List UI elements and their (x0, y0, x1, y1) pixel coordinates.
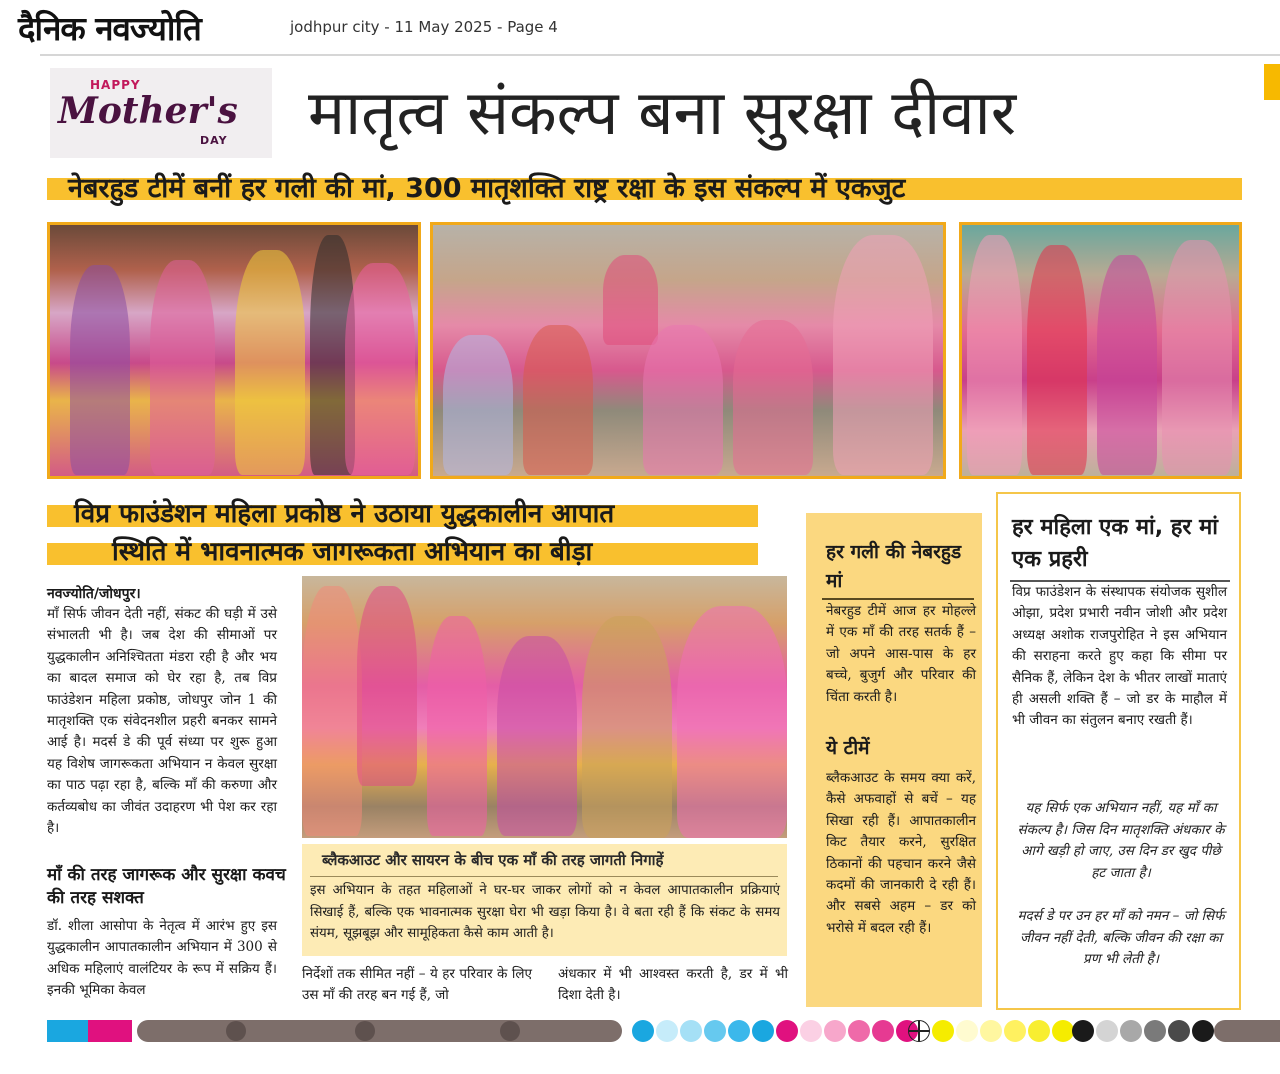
sidebar2-title: हर महिला एक मां, हर मां एक प्रहरी (1012, 515, 1218, 572)
subheadline: नेबरहुड टीमें बनीं हर गली की मां, 300 मातृशक्ति राष्ट्र रक्षा के इस संकल्प में एकजुट (68, 173, 906, 204)
photo-women-seated-group (430, 222, 946, 479)
sidebar1-title: हर गली की नेबरहुड मां (826, 541, 962, 592)
sidebar1-subheading: ये टीमें (826, 737, 870, 759)
sidebar2-body: विप्र फाउंडेशन के संस्थापक संयोजक सुशील ओझा, प्रदेश प्रभारी नवीन जोशी और प्रदेश अध्यक्ष अशोक राजपुरोहित ने इस अभियान की सराहना करते हुए कहा कि सीमा पर सैनिक हैं, लेकिन देश के भीतर लाखों माताएं ही असली शक्ति हैं – जो डर के माहौल में भी जीवन का संतुलन बनाए रखती हैं। (1012, 584, 1227, 729)
edition-info: jodhpur city - 11 May 2025 - Page 4 (290, 18, 558, 36)
photo-group-of-five-women (47, 222, 421, 479)
quote-paragraph-1: यह सिर्फ एक अभियान नहीं, यह माँ का संकल्प है। जिस दिन मातृशक्ति अंधकार के आगे खड़ी हो जाए, उस दिन डर खुद पीछे हट जाता है। (1017, 800, 1225, 881)
story-subheading: माँ की तरह जागरूक और सुरक्षा कवच की तरह सशक्त (47, 865, 286, 908)
sidebar1-body: नेबरहुड टीमें आज हर मोहल्ले में एक माँ की तरह सतर्क हैं – जो अपने आस-पास के हर बच्चे, बुजुर्ग और परिवार की चिंता करती है। (826, 603, 976, 705)
quote-paragraph-2: मदर्स डे पर उन हर माँ को नमन – जो सिर्फ जीवन नहीं देती, बल्कि जीवन की रक्षा का प्रण भी लेती है। (1017, 908, 1225, 967)
mothers-day-logo (50, 68, 272, 158)
story-continuation-1: निर्देशों तक सीमित नहीं – ये हर परिवार के लिए उस माँ की तरह बन गई हैं, जो (302, 966, 532, 1004)
newspaper-masthead: दैनिक नवज्योति (18, 9, 201, 48)
story-body-paragraph-2: डॉ. शीला आसोपा के नेतृत्व में आरंभ हुए इस युद्धकालीन आपातकालीन अभियान में 300 से अधिक महिलाएं वालंटियर के रूप में सक्रिय हैं। इनकी भूमिका केवल (47, 918, 277, 999)
logo-mothers-text: Mother's (58, 90, 238, 132)
sidebar1-divider (822, 598, 974, 600)
sidebar2-quote (1014, 798, 1228, 971)
sidebar1-body-2: ब्लैकआउट के समय क्या करें, कैसे अफवाहों से बचें – यह सिखा रही हैं। आपातकालीन किट तैयार करने, सुरक्षित ठिकानों की पहचान करने जैसे कदमों की जानकारी दे रही हैं। और सबसे अहम – डर को भरोसे में बदल रही हैं। (826, 770, 976, 936)
print-registration-bar (47, 1020, 1280, 1042)
headline: मातृत्व संकल्प बना सुरक्षा दीवार (308, 76, 1017, 149)
story-heading-line1: विप्र फाउंडेशन महिला प्रकोष्ठ ने उठाया युद्धकालीन आपात (74, 499, 615, 529)
story-continuation-2: अंधकार में भी आश्वस्त करती है, डर में भी दिशा देती है। (558, 966, 788, 1004)
story-body-paragraph: माँ सिर्फ जीवन देती नहीं, संकट की घड़ी में उसे संभालती भी है। जब देश की सीमाओं पर युद्धकालीन अनिश्चितता मंडरा रही है और भय का बादल समाज को घेर रहा है, तब विप्र फाउंडेशन महिला प्रकोष्ठ, जोधपुर जोन 1 की मातृशक्ति एक संवेदनशील प्रहरी बनकर सामने आई है। मदर्स डे की पूर्व संध्या पर शुरू हुआ यह विशेष जागरूकता अभियान न केवल सुरक्षा का पाठ पढ़ा रहा है, बल्कि माँ की करुणा और कर्तव्यबोध का जीवंत उदाहरण भी पेश कर रहा है। (47, 606, 277, 837)
logo-happy-text: HAPPY (90, 78, 141, 92)
caption-title: ब्लैकआउट और सायरन के बीच एक माँ की तरह जागती निगाहें (322, 851, 664, 869)
dateline: नवज्योति/जोधपुर। (47, 586, 141, 602)
photo-women-awareness-meeting (302, 576, 787, 838)
caption-body: इस अभियान के तहत महिलाओं ने घर-घर जाकर लोगों को न केवल आपातकालीन प्रक्रियाएं सिखाई हैं, बल्कि एक भावनात्मक सुरक्षा घेरा भी खड़ा किया है। वे बता रही हैं कि संकट के समय संयम, सूझबूझ और सामूहिकता कैसे काम आती है। (310, 883, 780, 941)
logo-day-text: DAY (200, 134, 228, 147)
page-edge-tab (1264, 64, 1280, 100)
registration-target-icon (908, 1020, 930, 1042)
top-divider (40, 54, 1280, 56)
caption-divider (310, 876, 778, 877)
story-heading-line2: स्थिति में भावनात्मक जागरूकता अभियान का बीड़ा (112, 537, 593, 567)
photo-women-standing-street (959, 222, 1242, 479)
